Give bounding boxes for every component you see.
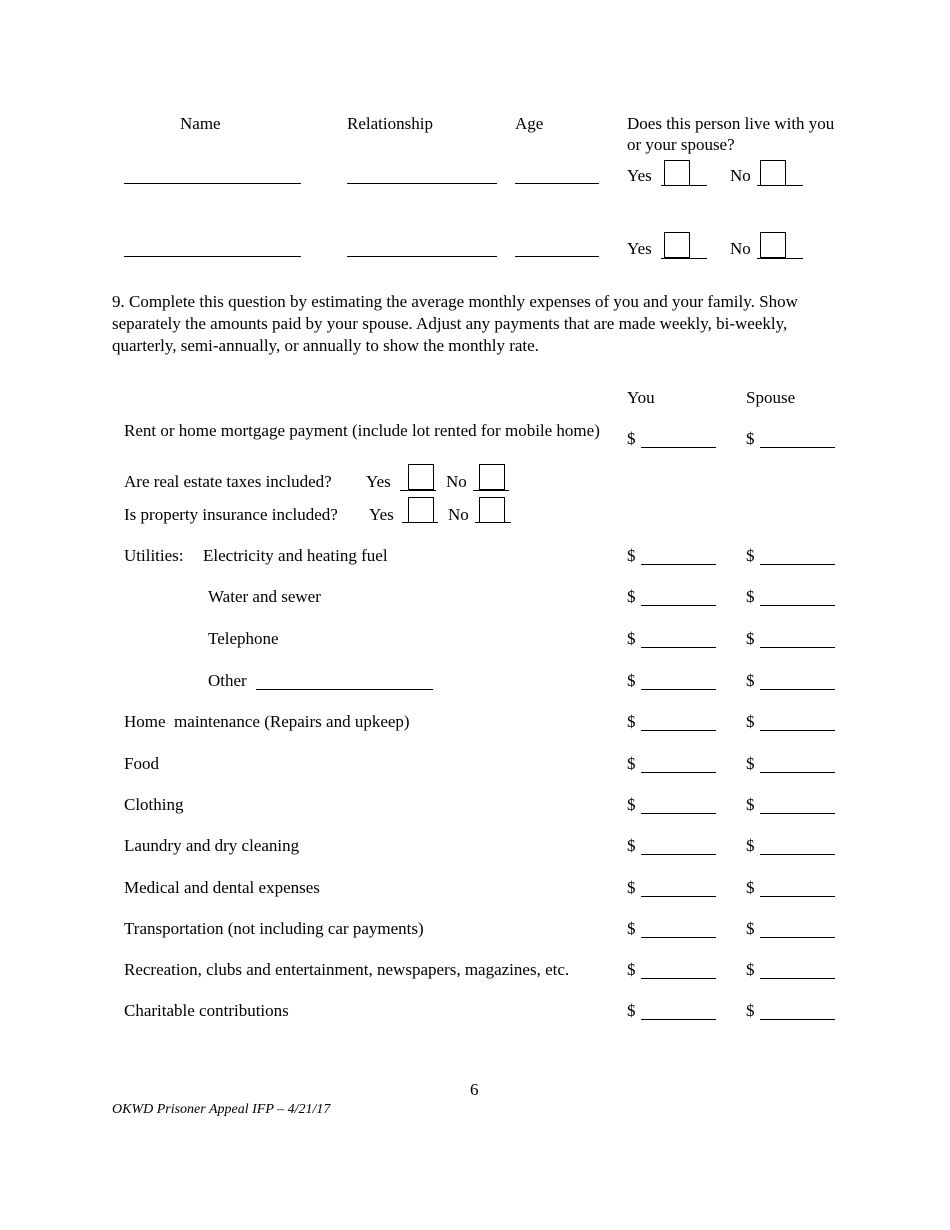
water-spouse-field[interactable] xyxy=(760,605,835,606)
water-you-field[interactable] xyxy=(641,605,716,606)
dollar-sign: $ xyxy=(746,671,755,690)
no-label: No xyxy=(446,472,467,491)
utilities-label: Utilities: xyxy=(124,546,184,565)
header-name: Name xyxy=(180,114,221,133)
relationship-field-2[interactable] xyxy=(347,256,497,257)
taxes-question: Are real estate taxes included? xyxy=(124,472,332,491)
charitable-you-field[interactable] xyxy=(641,1019,716,1020)
no-line xyxy=(757,258,803,259)
electricity-you-field[interactable] xyxy=(641,564,716,565)
dollar-sign: $ xyxy=(627,960,636,979)
dollar-sign: $ xyxy=(746,429,755,448)
electricity-spouse-field[interactable] xyxy=(760,564,835,565)
dollar-sign: $ xyxy=(627,546,636,565)
insurance-no-checkbox[interactable] xyxy=(479,497,505,523)
dollar-sign: $ xyxy=(627,1001,636,1020)
transportation-label: Transportation (not including car payments) xyxy=(124,919,424,938)
taxes-yes-checkbox[interactable] xyxy=(408,464,434,490)
medical-spouse-field[interactable] xyxy=(760,896,835,897)
yes-line xyxy=(661,258,707,259)
dollar-sign: $ xyxy=(627,878,636,897)
rent-you-field[interactable] xyxy=(641,447,716,448)
question-9-text: 9. Complete this question by estimating the average monthly expenses of you and your family. Show separately the amounts paid by your spouse. Adjust any payments that are made weekly, bi-weekly, quarterly, semi-annually, or annually to show the monthly rate. xyxy=(112,292,798,355)
charitable-label: Charitable contributions xyxy=(124,1001,289,1020)
yes-label: Yes xyxy=(627,166,652,185)
dollar-sign: $ xyxy=(746,919,755,938)
laundry-label: Laundry and dry cleaning xyxy=(124,836,300,855)
charitable-spouse-field[interactable] xyxy=(760,1019,835,1020)
lives-with-no-checkbox-2[interactable] xyxy=(760,232,786,258)
dollar-sign: $ xyxy=(746,712,755,731)
other-label: Other xyxy=(208,671,247,690)
dollar-sign: $ xyxy=(627,629,636,648)
recreation-spouse-field[interactable] xyxy=(760,978,835,979)
dollar-sign: $ xyxy=(746,836,755,855)
dollar-sign: $ xyxy=(627,429,636,448)
medical-label: Medical and dental expenses xyxy=(124,878,320,897)
dollar-sign: $ xyxy=(746,1001,755,1020)
age-field-1[interactable] xyxy=(515,183,599,184)
insurance-question: Is property insurance included? xyxy=(124,505,338,524)
telephone-label: Telephone xyxy=(208,629,279,648)
telephone-you-field[interactable] xyxy=(641,647,716,648)
laundry-you-field[interactable] xyxy=(641,854,716,855)
dollar-sign: $ xyxy=(746,795,755,814)
dollar-sign: $ xyxy=(627,754,636,773)
lives-with-yes-checkbox-2[interactable] xyxy=(664,232,690,258)
name-field-1[interactable] xyxy=(124,183,301,184)
water-label: Water and sewer xyxy=(208,587,321,606)
recreation-you-field[interactable] xyxy=(641,978,716,979)
other-you-field[interactable] xyxy=(641,689,716,690)
no-label: No xyxy=(448,505,469,524)
food-spouse-field[interactable] xyxy=(760,772,835,773)
no-line xyxy=(473,490,509,491)
no-label: No xyxy=(730,166,751,185)
other-description-field[interactable] xyxy=(256,689,433,690)
relationship-field-1[interactable] xyxy=(347,183,497,184)
age-field-2[interactable] xyxy=(515,256,599,257)
home-maintenance-label: Home maintenance (Repairs and upkeep) xyxy=(124,712,410,731)
column-you: You xyxy=(627,388,655,407)
no-label: No xyxy=(730,239,751,258)
insurance-yes-checkbox[interactable] xyxy=(408,497,434,523)
yes-label: Yes xyxy=(627,239,652,258)
taxes-no-checkbox[interactable] xyxy=(479,464,505,490)
home-maintenance-you-field[interactable] xyxy=(641,730,716,731)
home-maintenance-spouse-field[interactable] xyxy=(760,730,835,731)
dollar-sign: $ xyxy=(746,878,755,897)
footer-text: OKWD Prisoner Appeal IFP – 4/21/17 xyxy=(112,1102,331,1117)
lives-with-no-checkbox-1[interactable] xyxy=(760,160,786,186)
column-spouse: Spouse xyxy=(746,388,796,407)
dollar-sign: $ xyxy=(627,836,636,855)
clothing-label: Clothing xyxy=(124,795,184,814)
laundry-spouse-field[interactable] xyxy=(760,854,835,855)
dollar-sign: $ xyxy=(746,587,755,606)
dollar-sign: $ xyxy=(746,629,755,648)
yes-label: Yes xyxy=(366,472,391,491)
yes-line xyxy=(400,490,436,491)
clothing-spouse-field[interactable] xyxy=(760,813,835,814)
dollar-sign: $ xyxy=(627,919,636,938)
clothing-you-field[interactable] xyxy=(641,813,716,814)
dollar-sign: $ xyxy=(746,546,755,565)
electricity-label: Electricity and heating fuel xyxy=(203,546,388,565)
dollar-sign: $ xyxy=(627,795,636,814)
name-field-2[interactable] xyxy=(124,256,301,257)
transportation-you-field[interactable] xyxy=(641,937,716,938)
dollar-sign: $ xyxy=(627,587,636,606)
dollar-sign: $ xyxy=(746,960,755,979)
page-number: 6 xyxy=(470,1080,479,1099)
food-label: Food xyxy=(124,754,159,773)
dollar-sign: $ xyxy=(627,671,636,690)
header-relationship: Relationship xyxy=(347,114,433,133)
other-spouse-field[interactable] xyxy=(760,689,835,690)
header-lives-with: Does this person live with you or your spouse? xyxy=(627,114,835,154)
recreation-label: Recreation, clubs and entertainment, newspapers, magazines, etc. xyxy=(124,960,570,979)
dollar-sign: $ xyxy=(746,754,755,773)
food-you-field[interactable] xyxy=(641,772,716,773)
lives-with-yes-checkbox-1[interactable] xyxy=(664,160,690,186)
telephone-spouse-field[interactable] xyxy=(760,647,835,648)
header-age: Age xyxy=(515,114,544,133)
transportation-spouse-field[interactable] xyxy=(760,937,835,938)
rent-spouse-field[interactable] xyxy=(760,447,835,448)
rent-label: Rent or home mortgage payment (include lot rented for mobile home) xyxy=(124,421,600,440)
medical-you-field[interactable] xyxy=(641,896,716,897)
dollar-sign: $ xyxy=(627,712,636,731)
yes-label: Yes xyxy=(369,505,394,524)
